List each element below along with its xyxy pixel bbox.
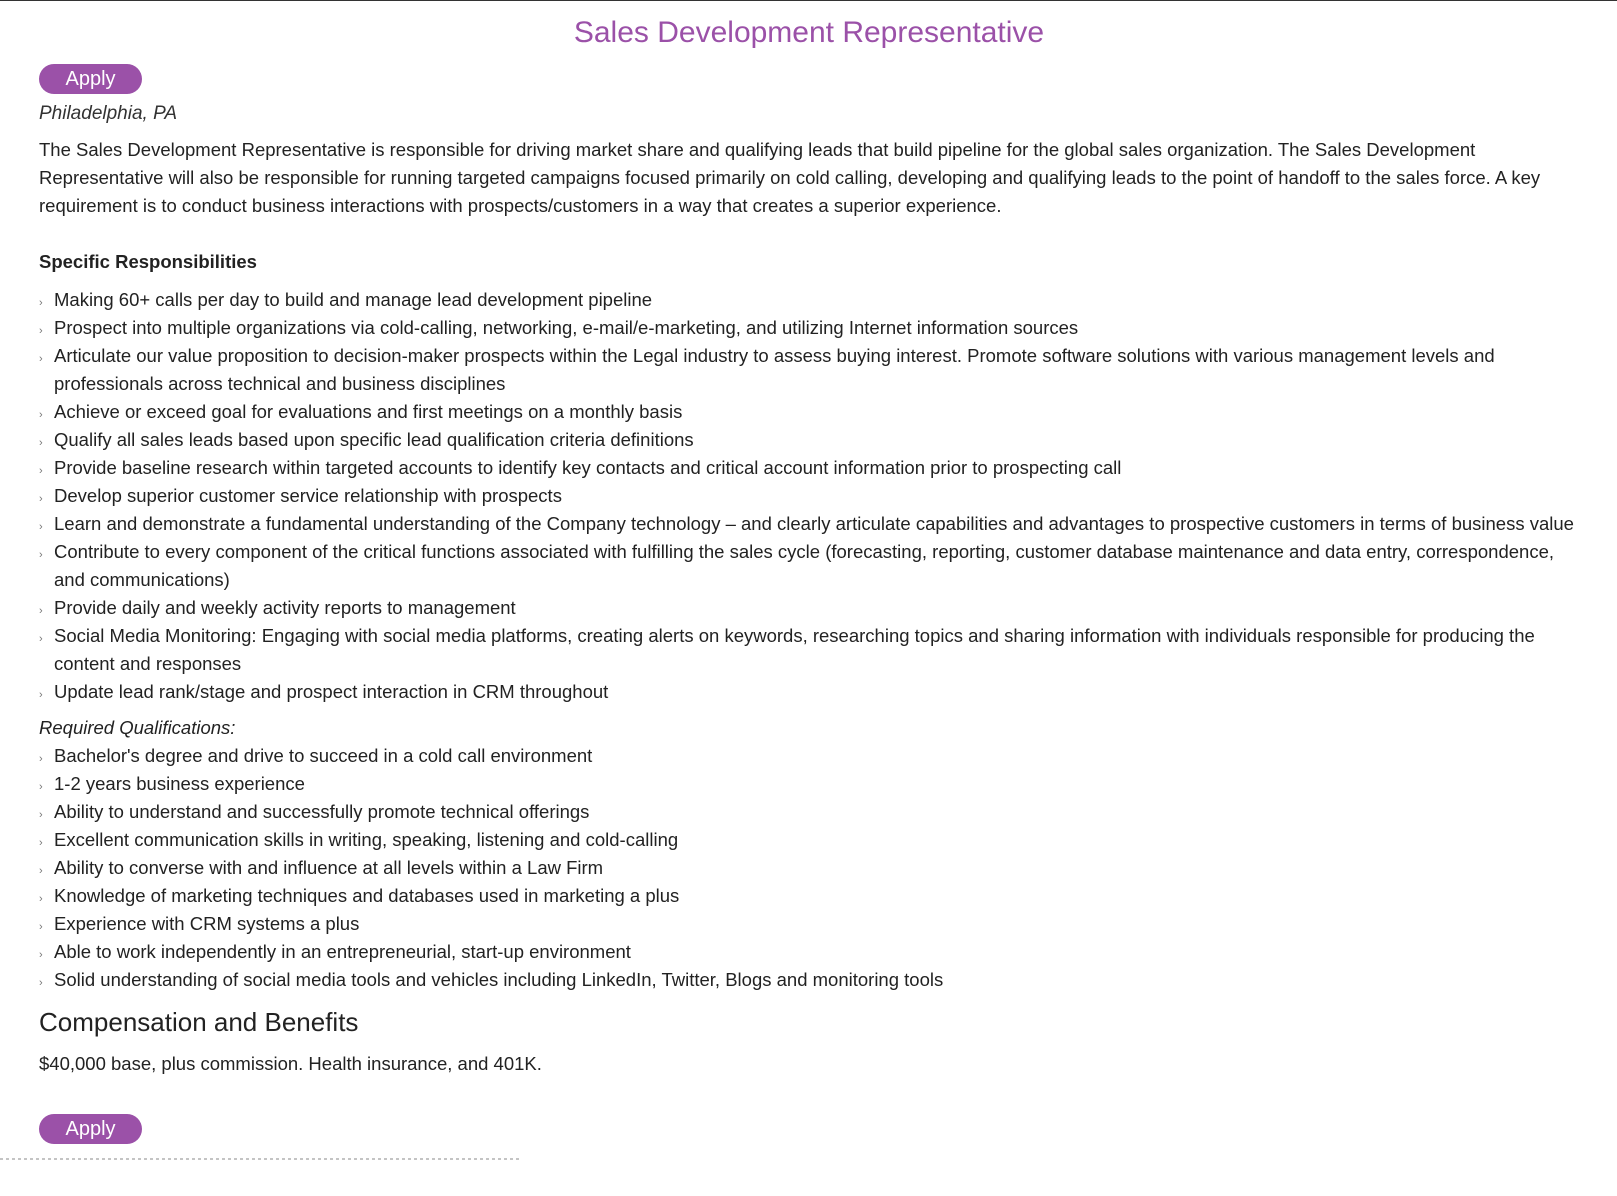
job-location: Philadelphia, PA xyxy=(39,103,178,124)
page-cutoff-divider xyxy=(0,1158,520,1160)
list-item xyxy=(39,342,1579,398)
list-item xyxy=(39,966,1579,994)
list-item xyxy=(39,622,1579,678)
list-item xyxy=(39,678,1579,706)
list-item-text: Social Media Monitoring: Engaging with social media platforms, creating alerts on keywords, researching topics and sharing information with individuals responsible for producing the content and responses xyxy=(54,625,1535,674)
chevron-right-icon: › xyxy=(39,977,43,989)
list-item-text: Achieve or exceed goal for evaluations and first meetings on a monthly basis xyxy=(54,401,683,422)
list-item-text: Articulate our value proposition to decision-maker prospects within the Legal industry to assess buying interest. Promote software solutions with various management levels and professionals across technical and business disciplines xyxy=(54,345,1495,394)
compensation-text: $40,000 base, plus commission. Health insurance, and 401K. xyxy=(39,1053,542,1074)
list-item-text: Solid understanding of social media tools and vehicles including LinkedIn, Twitter, Blogs and monitoring tools xyxy=(54,969,944,990)
chevron-right-icon: › xyxy=(39,605,43,617)
list-item xyxy=(39,426,1579,454)
list-item-text: Ability to understand and successfully promote technical offerings xyxy=(54,801,590,822)
list-item-text: Experience with CRM systems a plus xyxy=(54,913,360,934)
list-item-text: Excellent communication skills in writing, speaking, listening and cold-calling xyxy=(54,829,679,850)
apply-button-bottom[interactable]: Apply xyxy=(39,1114,142,1144)
chevron-right-icon: › xyxy=(39,633,43,645)
list-item-text: Contribute to every component of the critical functions associated with fulfilling the sales cycle (forecasting, reporting, customer database maintenance and data entry, correspondence, and communications) xyxy=(54,541,1554,590)
list-item xyxy=(39,286,1579,314)
chevron-right-icon: › xyxy=(39,921,43,933)
list-item-text: Prospect into multiple organizations via cold-calling, networking, e-mail/e-marketing, and utilizing Internet information sources xyxy=(54,317,1079,338)
job-posting xyxy=(39,0,1579,1144)
list-item xyxy=(39,510,1579,538)
chevron-right-icon: › xyxy=(39,949,43,961)
job-description: The Sales Development Representative is responsible for driving market share and qualifying leads that build pipeline for the global sales organization. The Sales Development Representative will also be responsible for running targeted campaigns focused primarily on cold calling, developing and qualifying leads to the point of handoff to the sales force. A key requirement is to conduct business interactions with prospects/customers in a way that creates a superior experience. xyxy=(39,139,1541,216)
list-item xyxy=(39,770,1579,798)
list-item xyxy=(39,798,1579,826)
list-item xyxy=(39,594,1579,622)
list-item-text: Knowledge of marketing techniques and databases used in marketing a plus xyxy=(54,885,680,906)
list-item xyxy=(39,454,1579,482)
list-item xyxy=(39,482,1579,510)
chevron-right-icon: › xyxy=(39,409,43,421)
chevron-right-icon: › xyxy=(39,521,43,533)
list-item-text: Bachelor's degree and drive to succeed in a cold call environment xyxy=(54,745,593,766)
list-item-text: Making 60+ calls per day to build and manage lead development pipeline xyxy=(54,289,653,310)
chevron-right-icon: › xyxy=(39,493,43,505)
chevron-right-icon: › xyxy=(39,809,43,821)
list-item-text: Develop superior customer service relationship with prospects xyxy=(54,485,562,506)
list-item-text: Able to work independently in an entrepreneurial, start-up environment xyxy=(54,941,631,962)
chevron-right-icon: › xyxy=(39,781,43,793)
chevron-right-icon: › xyxy=(39,893,43,905)
list-item-text: Provide daily and weekly activity reports to management xyxy=(54,597,516,618)
chevron-right-icon: › xyxy=(39,549,43,561)
chevron-right-icon: › xyxy=(39,753,43,765)
chevron-right-icon: › xyxy=(39,689,43,701)
list-item xyxy=(39,854,1579,882)
list-item-text: 1-2 years business experience xyxy=(54,773,305,794)
qualifications-heading: Required Qualifications: xyxy=(39,717,236,738)
responsibilities-list xyxy=(39,286,1579,706)
chevron-right-icon: › xyxy=(39,437,43,449)
list-item-text: Ability to converse with and influence at all levels within a Law Firm xyxy=(54,857,604,878)
list-item xyxy=(39,742,1579,770)
chevron-right-icon: › xyxy=(39,865,43,877)
list-item-text: Provide baseline research within targeted accounts to identify key contacts and critical account information prior to prospecting call xyxy=(54,457,1122,478)
list-item-text: Learn and demonstrate a fundamental understanding of the Company technology – and clearly articulate capabilities and advantages to prospective customers in terms of business value xyxy=(54,513,1574,534)
page-title: Sales Development Representative xyxy=(573,16,1045,49)
list-item xyxy=(39,826,1579,854)
list-item xyxy=(39,538,1579,594)
chevron-right-icon: › xyxy=(39,353,43,365)
list-item-text: Qualify all sales leads based upon specific lead qualification criteria definitions xyxy=(54,429,694,450)
qualifications-list xyxy=(39,742,1579,994)
chevron-right-icon: › xyxy=(39,297,43,309)
responsibilities-heading: Specific Responsibilities xyxy=(39,251,257,272)
list-item xyxy=(39,398,1579,426)
chevron-right-icon: › xyxy=(39,837,43,849)
list-item xyxy=(39,910,1579,938)
compensation-heading: Compensation and Benefits xyxy=(39,1007,359,1037)
list-item xyxy=(39,938,1579,966)
chevron-right-icon: › xyxy=(39,325,43,337)
list-item xyxy=(39,314,1579,342)
list-item xyxy=(39,882,1579,910)
chevron-right-icon: › xyxy=(39,465,43,477)
list-item-text: Update lead rank/stage and prospect interaction in CRM throughout xyxy=(54,681,609,702)
apply-button-top[interactable]: Apply xyxy=(39,64,142,94)
